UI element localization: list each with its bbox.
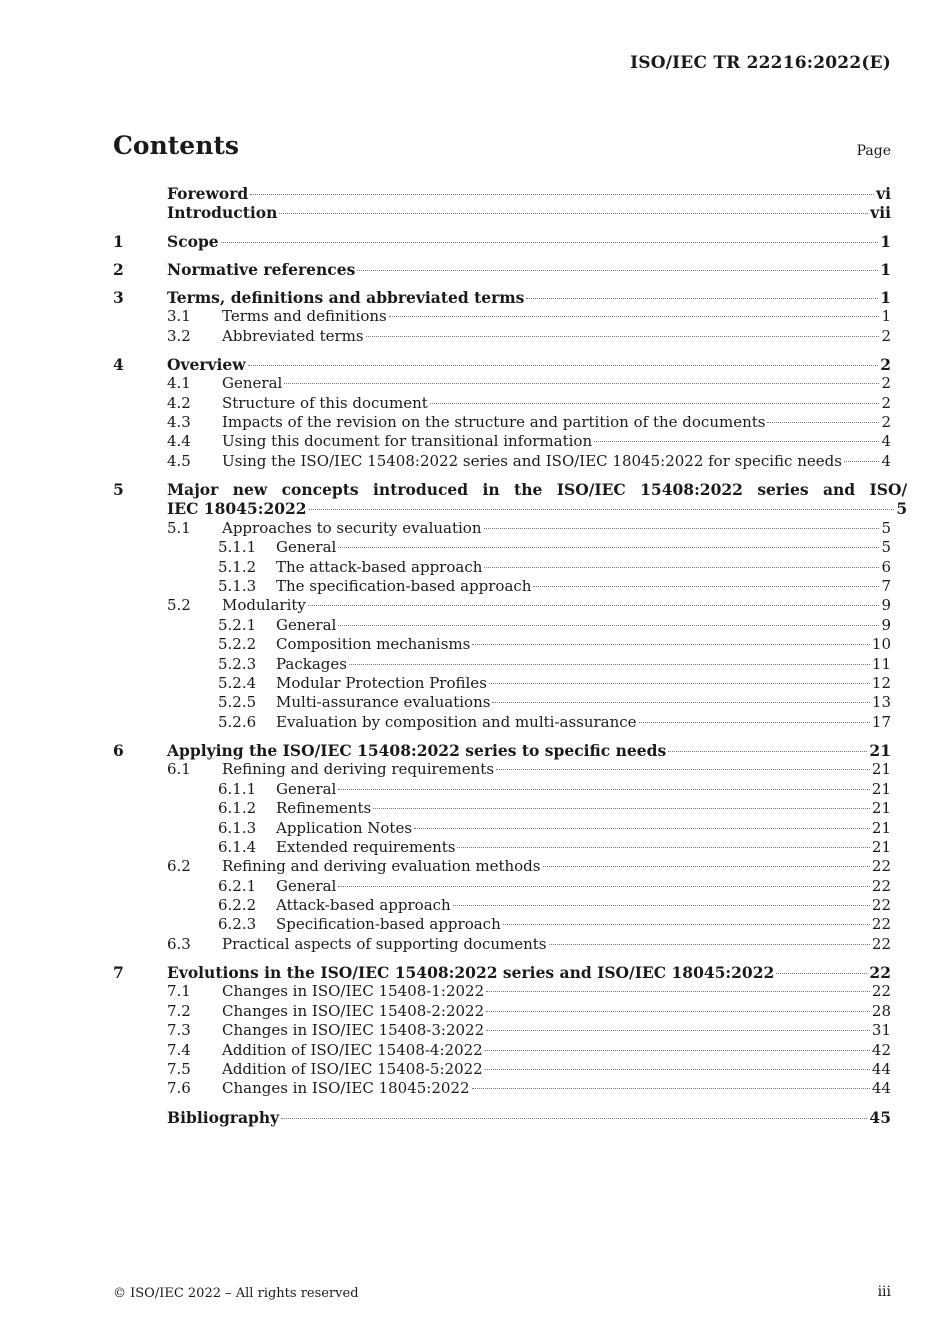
toc-entry[interactable] xyxy=(113,1060,891,1079)
toc-entry-title: The attack-based approach xyxy=(276,557,483,576)
dot-leader xyxy=(414,828,870,829)
toc-entry-title: Changes in ISO/IEC 15408-3:2022 xyxy=(222,1021,485,1040)
toc-entry-page: 22 xyxy=(871,934,891,953)
toc-entry-page: 22 xyxy=(871,915,891,934)
toc-entry-page: 21 xyxy=(871,779,891,798)
toc-entry-number: 4.1 xyxy=(167,374,191,393)
toc-entry-page: 2 xyxy=(881,326,891,345)
toc-entry-title: Specification-based approach xyxy=(276,915,501,934)
toc-entry-page: 2 xyxy=(881,393,891,412)
toc-entry[interactable] xyxy=(113,741,891,760)
toc-entry[interactable] xyxy=(113,877,891,896)
toc-entry[interactable] xyxy=(113,432,891,451)
toc-entry-title: Terms and definitions xyxy=(222,307,387,326)
table-of-contents xyxy=(113,184,908,1127)
toc-entry-page: 9 xyxy=(881,615,891,634)
toc-entry[interactable] xyxy=(113,857,891,876)
dot-leader xyxy=(221,242,879,243)
dot-leader xyxy=(430,403,880,404)
toc-entry-page: 42 xyxy=(871,1040,891,1059)
toc-entry-number: 7.6 xyxy=(167,1079,191,1098)
toc-entry-number: 7.2 xyxy=(167,1001,191,1020)
dot-leader xyxy=(284,383,879,384)
toc-entry-page: 4 xyxy=(881,451,891,470)
toc-entry-title: Impacts of the revision on the structure and partition of the documents xyxy=(222,413,766,432)
toc-entry[interactable] xyxy=(113,713,891,732)
toc-entry-title: Normative references xyxy=(167,259,356,279)
dot-leader xyxy=(767,422,879,423)
toc-entry-number: 4.5 xyxy=(167,451,191,470)
toc-entry[interactable] xyxy=(113,519,891,538)
dot-leader xyxy=(549,944,870,945)
dot-leader xyxy=(503,924,870,925)
toc-entry-page: 2 xyxy=(880,354,891,374)
toc-entry-page: 9 xyxy=(881,596,891,615)
toc-entry-title: Overview xyxy=(167,354,246,374)
toc-entry-title: General xyxy=(276,779,337,798)
toc-entry-title: Attack-based approach xyxy=(276,896,451,915)
dot-leader xyxy=(486,991,870,992)
toc-entry-number: 5 xyxy=(113,480,124,500)
toc-entry-title-continued: IEC 18045:2022 xyxy=(167,499,307,519)
dot-leader xyxy=(457,847,869,848)
toc-entry-number: 6.1 xyxy=(167,760,191,779)
dot-leader xyxy=(338,625,879,626)
dot-leader xyxy=(484,528,880,529)
toc-entry-page: 2 xyxy=(881,413,891,432)
toc-entry-title: Packages xyxy=(276,654,347,673)
toc-entry-number: 5.1.2 xyxy=(218,557,257,576)
toc-entry-title: General xyxy=(276,538,337,557)
dot-leader xyxy=(486,1011,870,1012)
dot-leader xyxy=(309,509,895,510)
toc-entry[interactable] xyxy=(113,203,891,222)
toc-entry[interactable] xyxy=(113,635,891,654)
toc-entry[interactable] xyxy=(113,1002,891,1021)
toc-entry-number: 6.1.3 xyxy=(218,818,257,837)
toc-entry-number: 5.2.5 xyxy=(218,693,257,712)
toc-entry[interactable] xyxy=(113,896,891,915)
toc-entry-title: Evolutions in the ISO/IEC 15408:2022 series and ISO/IEC 18045:2022 xyxy=(167,963,775,983)
dot-leader xyxy=(338,886,870,887)
toc-entry-title: Changes in ISO/IEC 15408-1:2022 xyxy=(222,982,485,1001)
toc-entry-page: 7 xyxy=(881,577,891,596)
dot-leader xyxy=(248,365,879,366)
toc-entry[interactable] xyxy=(113,480,908,519)
document-id: ISO/IEC TR 22216:2022(E) xyxy=(630,53,891,73)
toc-entry-page: 4 xyxy=(881,432,891,451)
toc-entry-title: Approaches to security evaluation xyxy=(222,518,482,537)
toc-entry-number: 7 xyxy=(113,963,124,983)
toc-entry-title: Changes in ISO/IEC 18045:2022 xyxy=(222,1079,470,1098)
toc-entry-page: 1 xyxy=(880,259,891,279)
toc-entry-title: General xyxy=(222,374,283,393)
toc-entry[interactable] xyxy=(113,327,891,346)
toc-entry-title: Introduction xyxy=(167,203,278,223)
toc-entry-page: 22 xyxy=(871,876,891,895)
dot-leader xyxy=(349,664,870,665)
page-title: Contents xyxy=(113,131,240,160)
dot-leader xyxy=(594,441,879,442)
toc-entry-title: Extended requirements xyxy=(276,837,456,856)
toc-entry-number: 2 xyxy=(113,259,124,279)
toc-entry-number: 4.2 xyxy=(167,393,191,412)
toc-entry[interactable] xyxy=(113,935,891,954)
toc-entry-number: 6.2.2 xyxy=(218,896,257,915)
toc-entry-title: General xyxy=(276,876,337,895)
dot-leader xyxy=(492,702,869,703)
dot-leader xyxy=(543,866,870,867)
dot-leader xyxy=(308,605,880,606)
dot-leader xyxy=(366,336,880,337)
dot-leader xyxy=(844,461,880,462)
toc-entry-page: 5 xyxy=(896,499,908,519)
toc-entry[interactable] xyxy=(113,616,891,635)
toc-entry-page: vi xyxy=(876,184,891,203)
toc-entry-number: 6.2.3 xyxy=(218,915,257,934)
toc-entry-page: 17 xyxy=(871,712,891,731)
dot-leader xyxy=(373,808,870,809)
toc-entry-page: 21 xyxy=(871,760,891,779)
toc-entry-page: 45 xyxy=(869,1107,891,1127)
toc-entry-page: 21 xyxy=(871,837,891,856)
toc-entry-page: 22 xyxy=(871,982,891,1001)
toc-entry-title: Applying the ISO/IEC 15408:2022 series to specific needs xyxy=(167,740,667,760)
toc-entry-number: 5.1 xyxy=(167,518,191,537)
toc-entry-page: 6 xyxy=(881,557,891,576)
dot-leader xyxy=(281,1118,867,1119)
toc-entry[interactable] xyxy=(113,760,891,779)
toc-entry-title: Refining and deriving evaluation methods xyxy=(222,857,541,876)
toc-entry[interactable] xyxy=(113,838,891,857)
toc-entry-page: 10 xyxy=(871,635,891,654)
toc-entry-page: 1 xyxy=(880,287,891,307)
toc-entry-number: 6.1.4 xyxy=(218,837,257,856)
toc-entry-title: Foreword xyxy=(167,184,249,203)
toc-entry-title: Refining and deriving requirements xyxy=(222,760,495,779)
toc-entry[interactable] xyxy=(113,558,891,577)
toc-entry[interactable] xyxy=(113,413,891,432)
toc-entry-number: 5.2 xyxy=(167,596,191,615)
toc-entry-number: 5.2.4 xyxy=(218,673,257,692)
toc-entry[interactable] xyxy=(113,915,891,934)
toc-entry-number: 5.2.6 xyxy=(218,712,257,731)
toc-entry-title: Modular Protection Profiles xyxy=(276,673,487,692)
toc-entry-title: The specification-based approach xyxy=(276,577,532,596)
toc-entry-page: 44 xyxy=(871,1079,891,1098)
toc-entry-title: Composition mechanisms xyxy=(276,635,471,654)
toc-entry-number: 7.5 xyxy=(167,1060,191,1078)
toc-entry[interactable] xyxy=(113,374,891,393)
toc-entry-page: 11 xyxy=(871,654,891,673)
toc-entry-page: 21 xyxy=(871,799,891,818)
toc-entry[interactable] xyxy=(113,288,891,307)
toc-entry-page: 22 xyxy=(871,896,891,915)
dot-leader xyxy=(472,644,870,645)
toc-entry[interactable] xyxy=(113,655,891,674)
toc-entry[interactable] xyxy=(113,780,891,799)
toc-entry-number: 6.2.1 xyxy=(218,876,257,895)
toc-entry-title: Using the ISO/IEC 15408:2022 series and ISO/IEC 18045:2022 for specific needs xyxy=(222,451,842,470)
dot-leader xyxy=(484,567,879,568)
dot-leader xyxy=(485,1069,870,1070)
toc-entry-title: Changes in ISO/IEC 15408-2:2022 xyxy=(222,1001,485,1020)
toc-entry-number: 6.2 xyxy=(167,857,191,876)
toc-entry[interactable] xyxy=(113,819,891,838)
toc-entry-page: 12 xyxy=(871,673,891,692)
toc-entry-title: Refinements xyxy=(276,799,372,818)
toc-entry-title: Addition of ISO/IEC 15408-4:2022 xyxy=(222,1040,483,1059)
dot-leader xyxy=(485,1050,870,1051)
toc-entry-number: 6 xyxy=(113,740,124,760)
toc-entry-number: 7.1 xyxy=(167,982,191,1001)
toc-entry-title: Application Notes xyxy=(276,818,413,837)
dot-leader xyxy=(486,1030,870,1031)
toc-entry[interactable] xyxy=(113,538,891,557)
toc-entry-number: 5.2.3 xyxy=(218,654,257,673)
toc-entry-number: 4.4 xyxy=(167,432,191,451)
dot-leader xyxy=(250,194,874,195)
toc-entry-title: Modularity xyxy=(222,596,306,615)
toc-entry-number: 6.3 xyxy=(167,934,191,953)
toc-entry-page: 5 xyxy=(881,538,891,557)
toc-entry-title: Bibliography xyxy=(167,1107,280,1127)
toc-entry[interactable] xyxy=(113,674,891,693)
toc-entry-page: 1 xyxy=(880,231,891,251)
dot-leader xyxy=(472,1088,870,1089)
toc-entry-title: Practical aspects of supporting documents xyxy=(222,934,547,953)
toc-entry-page: 22 xyxy=(871,857,891,876)
toc-entry-page: 21 xyxy=(871,818,891,837)
page-number: iii xyxy=(877,1284,891,1300)
toc-entry-title: Addition of ISO/IEC 15408-5:2022 xyxy=(222,1060,483,1078)
toc-entry-page: 28 xyxy=(871,1001,891,1020)
toc-entry-page: 13 xyxy=(871,693,891,712)
toc-entry[interactable] xyxy=(113,355,891,374)
dot-leader xyxy=(338,547,879,548)
toc-entry-page: 1 xyxy=(881,307,891,326)
toc-entry-page: 21 xyxy=(869,740,891,760)
dot-leader xyxy=(389,316,880,317)
toc-entry-title: Scope xyxy=(167,231,219,251)
toc-entry[interactable] xyxy=(113,184,891,203)
toc-entry-title: Structure of this document xyxy=(222,393,428,412)
dot-leader xyxy=(489,683,870,684)
toc-entry-title: Evaluation by composition and multi-assurance xyxy=(276,712,637,731)
dot-leader xyxy=(639,722,870,723)
toc-entry[interactable] xyxy=(113,1041,891,1060)
dot-leader xyxy=(453,905,870,906)
toc-entry-number: 7.4 xyxy=(167,1040,191,1059)
dot-leader xyxy=(533,586,879,587)
toc-entry-number: 4.3 xyxy=(167,413,191,432)
toc-entry-title: Multi-assurance evaluations xyxy=(276,693,491,712)
dot-leader xyxy=(776,973,867,974)
toc-entry-number: 5.1.1 xyxy=(218,538,257,557)
toc-entry[interactable] xyxy=(113,1021,891,1040)
toc-entry-page: 2 xyxy=(881,374,891,393)
dot-leader xyxy=(526,298,878,299)
toc-entry-page: vii xyxy=(870,203,891,223)
toc-entry[interactable] xyxy=(113,452,891,471)
toc-entry[interactable] xyxy=(113,232,891,251)
toc-entry-title: General xyxy=(276,615,337,634)
toc-entry[interactable] xyxy=(113,963,891,982)
page-column-label: Page xyxy=(856,143,891,159)
toc-entry-page: 22 xyxy=(869,963,891,983)
toc-entry-page: 31 xyxy=(871,1021,891,1040)
toc-entry-page: 44 xyxy=(871,1060,891,1078)
toc-entry-title: Abbreviated terms xyxy=(222,326,364,345)
toc-entry-title: Terms, definitions and abbreviated terms xyxy=(167,287,525,307)
toc-entry-number: 3 xyxy=(113,287,124,307)
toc-entry-number: 5.1.3 xyxy=(218,577,257,596)
toc-entry-title: Major new concepts introduced in the ISO/IEC 15408:2022 series and ISO/ xyxy=(167,480,908,500)
dot-leader xyxy=(496,769,870,770)
toc-entry[interactable] xyxy=(113,1079,891,1098)
dot-leader xyxy=(668,751,867,752)
toc-entry-number: 6.1.2 xyxy=(218,799,257,818)
toc-entry-number: 7.3 xyxy=(167,1021,191,1040)
toc-entry-number: 4 xyxy=(113,354,124,374)
toc-entry[interactable] xyxy=(113,577,891,596)
dot-leader xyxy=(279,213,868,214)
toc-entry[interactable] xyxy=(113,260,891,279)
toc-entry[interactable] xyxy=(113,799,891,818)
toc-entry-number: 3.1 xyxy=(167,307,191,326)
toc-entry-number: 5.2.1 xyxy=(218,615,257,634)
toc-entry[interactable] xyxy=(113,394,891,413)
toc-entry-title: Using this document for transitional information xyxy=(222,432,593,451)
toc-entry[interactable] xyxy=(113,307,891,326)
dot-leader xyxy=(338,789,870,790)
toc-entry-page: 5 xyxy=(881,518,891,537)
toc-entry-number: 5.2.2 xyxy=(218,635,257,654)
toc-entry[interactable] xyxy=(113,596,891,615)
copyright-notice: © ISO/IEC 2022 – All rights reserved xyxy=(113,1286,359,1301)
toc-entry[interactable] xyxy=(113,982,891,1001)
dot-leader xyxy=(357,270,878,271)
toc-entry[interactable] xyxy=(113,693,891,712)
toc-entry-number: 1 xyxy=(113,231,124,251)
toc-entry-number: 6.1.1 xyxy=(218,779,257,798)
toc-entry[interactable] xyxy=(113,1108,891,1127)
toc-entry-number: 3.2 xyxy=(167,326,191,345)
